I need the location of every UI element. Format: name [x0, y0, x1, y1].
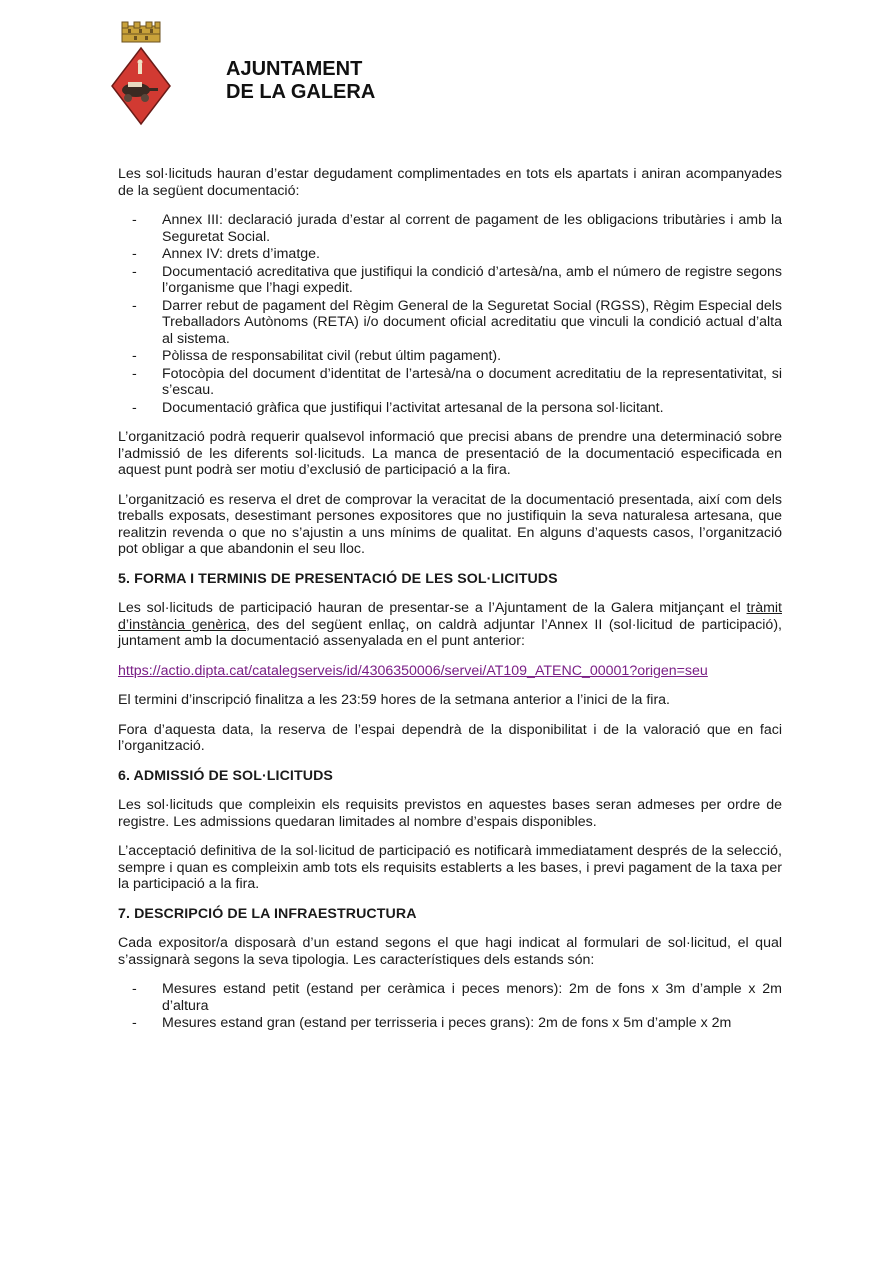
url-paragraph — [118, 663, 782, 680]
require-info-paragraph: L’organització podrà requerir qualsevol informació que precisi abans de prendre una determinació sobre l’admissió de les diferents sol·licituds. La manca de presentació de la documentació especificada en aquest punt podrà ser motiu d’exclusió de participació a la fira. — [118, 429, 782, 478]
list-item: - Fotocòpia del document d’identitat de l’artesà/na o document acreditatiu de la representativitat, si s’escau. — [162, 366, 782, 399]
page-header — [108, 20, 508, 140]
section-5-text-b: , des del següent enllaç, on caldrà adjuntar l’Annex II (sol·licitud de participació), juntament amb la documentació assenyalada en el punt anterior: — [118, 616, 782, 649]
section-5-title: 5. FORMA I TERMINIS DE PRESENTACIÓ DE LES SOL·LICITUDS — [118, 570, 558, 587]
coat-of-arms-icon — [108, 20, 172, 130]
list-item: - Darrer rebut de pagament del Règim General de la Seguretat Social (RGSS), Règim Especial dels Treballadors Autònoms (RETA) i/o document oficial acreditatiu que vinculi la condició actual d’alta al sistema. — [162, 298, 782, 348]
after-deadline-paragraph: Fora d’aquesta data, la reserva de l’espai dependrà de la disponibilitat i de la valoració que en faci l’organització. — [118, 721, 782, 754]
list-item: - Pòlissa de responsabilitat civil (rebut últim pagament). — [162, 348, 782, 365]
tramit-link[interactable]: tràmit d’instància genèrica — [118, 600, 782, 633]
org-line-2: DE LA GALERA — [226, 81, 376, 103]
section-6-title: 6. ADMISSIÓ DE SOL·LICITUDS — [118, 767, 333, 784]
list-item: - Mesures estand gran (estand per terrisseria i peces grans): 2m de fons x 5m d’ample x 2m — [162, 1015, 782, 1032]
document-body — [118, 166, 782, 1045]
intro-paragraph: Les sol·licituds hauran d’estar degudament complimentades en tots els apartats i aniran acompanyades de la següent documentació: — [118, 166, 782, 199]
section-6-paragraph-2: L’acceptació definitiva de la sol·licitud de participació es notificarà immediatament després de la selecció, sempre i quan es compleixin amb tots els requisits establerts a les bases, i previ pagament de la taxa per la participació a la fira. — [118, 843, 782, 892]
section-7-title: 7. DESCRIPCIÓ DE LA INFRAESTRUCTURA — [118, 905, 417, 922]
section-5-text-a: Les sol·licituds de participació hauran de presentar-se a l’Ajuntament de la Galera mitjançant el — [118, 600, 747, 616]
list-item: - Documentació acreditativa que justifiqui la condició d’artesà/na, amb el número de registre segons l’organisme que l’hagi expedit. — [162, 264, 782, 297]
list-item: - Annex IV: drets d’imatge. — [162, 246, 782, 263]
required-documents-list — [118, 212, 782, 416]
list-item: - Annex III: declaració jurada d’estar al corrent de pagament de les obligacions tributàries i amb la Seguretat Social. — [162, 212, 782, 245]
section-5-paragraph — [118, 600, 782, 650]
application-url-link[interactable]: https://actio.dipta.cat/catalegserveis/id/4306350006/servei/AT109_ATENC_00001?origen=seu — [118, 662, 708, 679]
deadline-paragraph: El termini d’inscripció finalitza a les 23:59 hores de la setmana anterior a l’inici de la fira. — [118, 692, 671, 708]
organization-name — [226, 58, 375, 104]
reserve-right-paragraph: L’organització es reserva el dret de comprovar la veracitat de la documentació presentada, així com dels treballs exposats, desestimant persones expositores que no justifiquin la seva naturalesa artesana, que realitzin revenda o que no s’ajustin a uns mínims de qualitat. En alguns d’aquests casos, l’organització pot obligar a que abandonin el seu lloc. — [118, 491, 782, 557]
stand-sizes-list — [118, 981, 782, 1032]
list-item: - Mesures estand petit (estand per ceràmica i peces menors): 2m de fons x 3m d’ample x 2m d’altura — [162, 981, 782, 1014]
section-7-paragraph: Cada expositor/a disposarà d’un estand segons el que hagi indicat al formulari de sol·licitud, el qual s’assignarà segons la seva tipologia. Les característiques dels estands són: — [118, 935, 782, 968]
org-line-1: AJUNTAMENT — [226, 58, 363, 80]
section-6-paragraph-1: Les sol·licituds que compleixin els requisits previstos en aquestes bases seran admeses per ordre de registre. Les admissions quedaran limitades al nombre d’espais disponibles. — [118, 797, 782, 830]
list-item: - Documentació gràfica que justifiqui l’activitat artesanal de la persona sol·licitant. — [162, 400, 782, 417]
